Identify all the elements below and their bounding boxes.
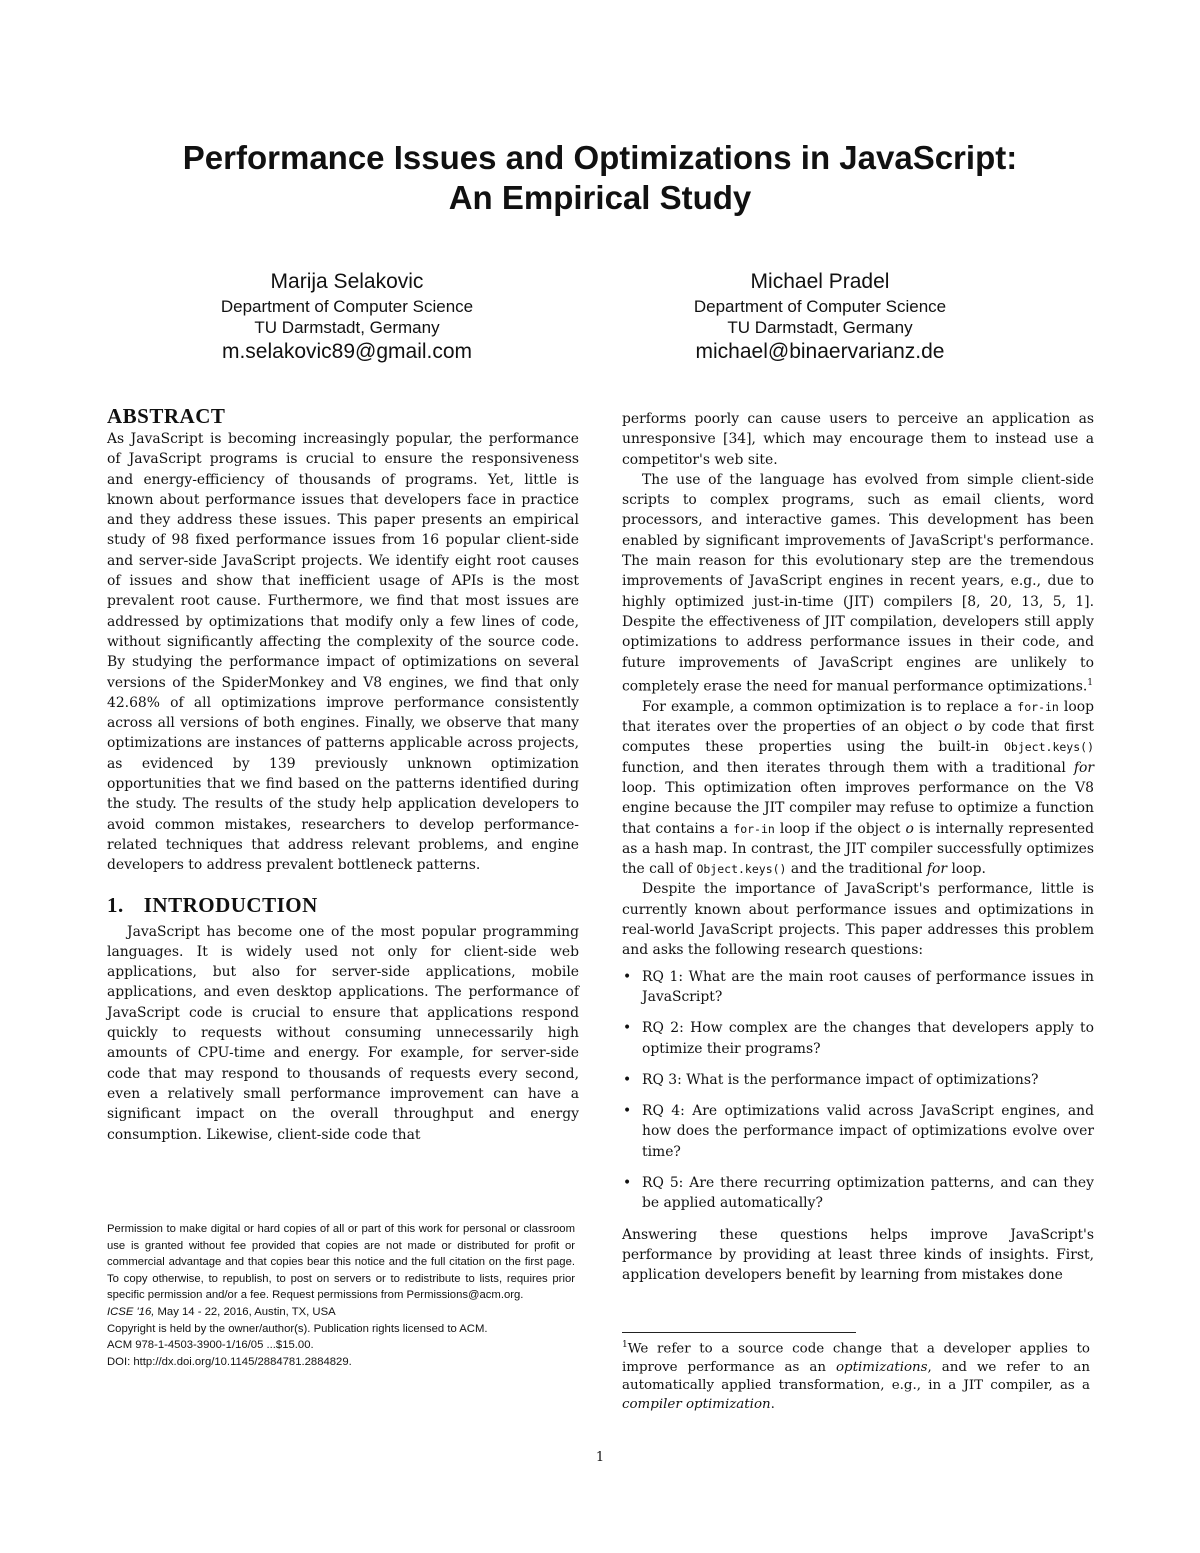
abstract-heading: ABSTRACT xyxy=(107,404,226,428)
inline-code: Object.keys() xyxy=(696,862,787,877)
footnote-number: 1 xyxy=(622,1340,628,1350)
inline-code: for-in xyxy=(733,821,775,836)
conference-details: May 14 - 22, 2016, Austin, TX, USA xyxy=(154,1305,336,1318)
math-var: o xyxy=(905,820,914,837)
col2-paragraph-3 xyxy=(622,697,1094,880)
inline-code: for xyxy=(926,861,948,878)
conference-name: ICSE '16, xyxy=(107,1305,155,1318)
col2-paragraph-5: Answering these questions helps improve JavaScript's performance by providing at least three kinds of insights. First, application developers benefit by learning from mistakes done xyxy=(622,1226,1094,1284)
permission-block xyxy=(107,1221,575,1370)
author-institution: TU Darmstadt, Germany xyxy=(254,318,440,337)
text-run: loop if the object xyxy=(774,820,906,837)
list-item xyxy=(622,967,1094,1008)
col2-paragraph-1: performs poorly can cause users to perceive an application as unresponsive [34], which may encourage them to instead use a competitor's web site. xyxy=(622,411,1094,468)
permission-text: Permission to make digital or hard copies of all or part of this work for personal or classroom use is granted without fee provided that copies are not made or distributed for profit or commercial advantage and that copies bear this notice and the full citation on the first page. To copy otherwise, to republish, to post on servers or to redistribute to lists, requires prior specific permission and/or a fee. Request permissions from Permissions@acm.org. xyxy=(107,1223,575,1302)
copyright-text: Copyright is held by the owner/author(s). Publication rights licensed to ACM. xyxy=(107,1322,488,1335)
author-block-2 xyxy=(600,268,1040,366)
text-run: We refer to a source code change that a developer applies to improve performance as an xyxy=(622,1341,1090,1375)
title-line-2: An Empirical Study xyxy=(448,179,752,216)
introduction-heading xyxy=(107,892,579,918)
author-email[interactable]: michael@binaervarianz.de xyxy=(695,340,945,363)
footnote xyxy=(622,1336,1090,1414)
rq-text: RQ 4: Are optimizations valid across JavaScript engines, and how does the performance impact of optimizations evolve over time? xyxy=(642,1103,1094,1160)
text-run: . xyxy=(770,1396,775,1412)
list-item xyxy=(622,1101,1094,1162)
text-run: is internally represented as a hash map. In contrast, the JIT compiler successfully optimizes the call of xyxy=(622,820,1094,878)
title-line-1: Performance Issues and Optimizations in JavaScript: xyxy=(182,139,1018,176)
emphasis: compiler optimization xyxy=(622,1396,771,1412)
section-number: 1. xyxy=(107,892,124,917)
math-var: o xyxy=(954,719,963,736)
paragraph-text: The use of the language has evolved from simple client-side scripts to complex programs, such as email clients, word processors, and interactive games. This development has been enabled by significant improvements of JavaScript's performance. The main reason for this evolutionary step are the tremendous improvements of JavaScript engines in recent years, e.g., due to highly optimized just-in-time (JIT) compilers [8, 20, 13, 5, 1]. Despite the effectiveness of JIT compilation, developers still apply optimizations to address performance issues in their code, and future improvements of JavaScript engines are unlikely to completely erase the need for manual performance optimizations. xyxy=(622,471,1094,695)
page-number: 1 xyxy=(595,1450,605,1465)
text-run: function, and then iterates through them with a traditional xyxy=(622,759,1074,776)
right-column xyxy=(622,409,1094,1286)
text-run: loop. xyxy=(947,861,986,878)
list-item xyxy=(622,1018,1094,1059)
rq-text: RQ 1: What are the main root causes of performance issues in JavaScript? xyxy=(642,968,1094,1005)
author-institution: TU Darmstadt, Germany xyxy=(727,318,913,337)
text-run: loop that iterates over the properties of an object xyxy=(622,698,1094,736)
col2-paragraph-4: Despite the importance of JavaScript's performance, little is currently known about performance issues and optimizations in real-world JavaScript projects. This paper addresses this problem and asks the following research questions: xyxy=(622,881,1094,959)
abstract-text: As JavaScript is becoming increasingly popular, the performance of JavaScript programs is crucial to ensure the responsiveness and energy-efficiency of thousands of programs. Yet, little is known about performance issues that developers face in practice and they address these issues. This paper presents an empirical study of 98 fixed performance issues from 16 popular client-side and server-side JavaScript projects. We identify eight root causes of issues and show that inefficient usage of APIs is the most prevalent root cause. Furthermore, we find that most issues are addressed by optimizations that modify only a few lines of code, without significantly affecting the complexity of the source code. By studying the performance impact of optimizations on several versions of the SpiderMonkey and V8 engines, we find that only 42.68% of all optimizations improve performance consistently across all versions of both engines. Finally, we observe that many optimizations are instances of patterns applicable across projects, as evidenced by 139 previously unknown optimization opportunities that we find based on the patterns identified during the study. The results of the study help application developers to avoid common mistakes, researchers to develop performance-related techniques that address relevant problems, and engine developers to address prevalent bottleneck patterns. xyxy=(107,431,579,874)
inline-code: for xyxy=(1073,759,1094,776)
bullet-icon: • xyxy=(623,1071,632,1088)
col2-paragraph-2 xyxy=(622,470,1094,697)
author-block-1 xyxy=(127,268,567,366)
text-run: by code that first computes these properties using the built-in xyxy=(622,719,1095,756)
bullet-icon: • xyxy=(623,1175,632,1192)
list-item xyxy=(622,1070,1094,1090)
bullet-icon: • xyxy=(623,968,632,985)
doi-link[interactable]: DOI: http://dx.doi.org/10.1145/2884781.2884829. xyxy=(107,1355,352,1368)
intro-paragraph-1: JavaScript has become one of the most popular programming languages. It is widely used not only for client-side web applications, but also for server-side applications, mobile applications, and even desktop applications. The performance of JavaScript code is crucial to ensure that applications respond quickly to requests without consuming unnecessarily high amounts of CPU-time and energy. For example, for server-side code that may respond to thousands of requests every second, even a relatively small performance improvement can have a significant impact on the overall throughput and energy consumption. Likewise, client-side code that xyxy=(107,923,579,1143)
list-item xyxy=(622,1173,1094,1214)
rq-text: RQ 2: How complex are the changes that developers apply to optimize their programs? xyxy=(642,1020,1094,1057)
emphasis: optimizations xyxy=(836,1359,928,1375)
paper-title xyxy=(100,138,1100,218)
text-run: For example, a common optimization is to replace a xyxy=(642,698,1018,715)
inline-code: Object.keys() xyxy=(1003,740,1094,755)
rq-text: RQ 5: Are there recurring optimization patterns, and can they be applied automatically? xyxy=(642,1175,1094,1212)
conference-info xyxy=(107,1304,575,1321)
research-question-list xyxy=(622,967,1094,1214)
bullet-icon: • xyxy=(623,1103,632,1120)
footnote-divider xyxy=(622,1332,856,1333)
author-name: Michael Pradel xyxy=(750,270,890,293)
text-run: , and we refer to an automatically applied transformation, e.g., in a JIT compiler, as a xyxy=(622,1359,1090,1394)
author-department: Department of Computer Science xyxy=(220,297,474,316)
isbn-text: ACM 978-1-4503-3900-1/16/05 ...$15.00. xyxy=(107,1339,314,1352)
author-email[interactable]: m.selakovic89@gmail.com xyxy=(221,340,473,363)
text-run: loop. This optimization often improves performance on the V8 engine because the JIT compiler may refuse to optimize a function that contains a xyxy=(622,779,1094,837)
rq-text: RQ 3: What is the performance impact of optimizations? xyxy=(642,1071,1039,1088)
section-title: INTRODUCTION xyxy=(143,892,318,917)
text-run: and the traditional xyxy=(786,861,927,878)
inline-code: for-in xyxy=(1017,699,1059,714)
left-column xyxy=(107,403,579,1145)
footnote-mark[interactable]: 1 xyxy=(1087,677,1094,688)
author-name: Marija Selakovic xyxy=(270,270,424,293)
author-department: Department of Computer Science xyxy=(693,297,947,316)
bullet-icon: • xyxy=(623,1020,632,1037)
